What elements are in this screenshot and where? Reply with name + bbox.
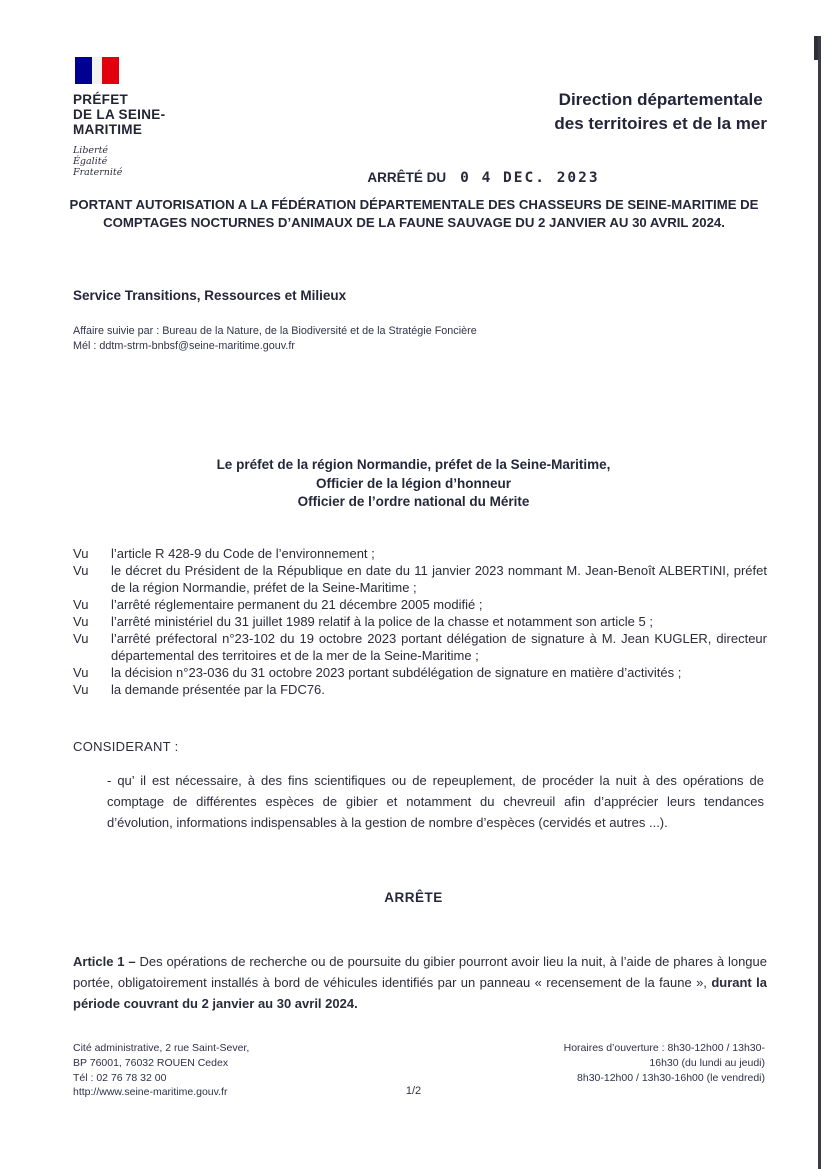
vu-label: Vu xyxy=(73,665,89,680)
date-stamp: 0 4 DEC. 2023 xyxy=(460,170,600,186)
prefet-name xyxy=(73,92,165,137)
vu-item xyxy=(73,664,767,681)
vu-list xyxy=(73,545,767,698)
french-flag-icon xyxy=(75,57,119,84)
footer-phone-line: Tél : 02 76 78 32 00 xyxy=(73,1071,167,1084)
vu-text: le décret du Président de la République en date du 11 janvier 2023 nommant M. Jean-Benoît ALBERTINI, préfet de la région Normandie, préfet de la Seine-Maritime ; xyxy=(111,563,767,595)
prefet-name-line: MARITIME xyxy=(73,122,143,137)
direction-header xyxy=(554,88,767,136)
vu-label: Vu xyxy=(73,614,89,629)
footer-hours-line: 8h30-12h00 / 13h30-16h00 (le vendredi) xyxy=(577,1072,765,1084)
flag-red-stripe xyxy=(102,57,119,84)
prefect-title-line: Officier de la légion d’honneur xyxy=(315,475,512,491)
article-1-label: Article 1 – xyxy=(73,954,136,969)
footer-hours-line: 16h30 (du lundi au jeudi) xyxy=(649,1057,765,1069)
arrete-heading: ARRÊTE xyxy=(384,890,443,905)
direction-line: Direction départementale xyxy=(558,90,763,109)
email-line: Mél : ddtm-strm-bnbsf@seine-maritime.gouv.fr xyxy=(73,340,295,352)
prefect-titles-block xyxy=(0,456,827,512)
vu-text: l’article R 428-9 du Code de l’environnement ; xyxy=(111,546,375,561)
vu-item xyxy=(73,613,767,630)
vu-label: Vu xyxy=(73,682,89,697)
vu-text: l’arrêté réglementaire permanent du 21 décembre 2005 modifié ; xyxy=(111,597,483,612)
arrete-du-label: ARRÊTÉ DU xyxy=(367,170,447,185)
vu-item xyxy=(73,545,767,562)
prefect-title-line: Officier de l’ordre national du Mérite xyxy=(297,494,530,509)
motto-line: Fraternité xyxy=(73,167,123,178)
vu-item xyxy=(73,630,767,664)
flag-blue-stripe xyxy=(75,57,92,84)
direction-line: des territoires et de la mer xyxy=(554,114,767,133)
article-1-paragraph xyxy=(73,951,767,1014)
arrete-title-line xyxy=(0,170,827,186)
vu-text: la demande présentée par la FDC76. xyxy=(111,682,325,697)
vu-label: Vu xyxy=(73,546,89,561)
vu-text: la décision n°23-036 du 31 octobre 2023 portant subdélégation de signature en matière d’activités ; xyxy=(111,665,682,680)
article-1-period-bold: durant la période couvrant du 2 janvier au 30 avril 2024. xyxy=(73,975,767,1011)
arrete-title-inner xyxy=(367,170,599,186)
vu-label: Vu xyxy=(73,631,89,646)
vu-item xyxy=(73,562,767,596)
considerant-heading: CONSIDERANT : xyxy=(73,739,179,754)
footer-hours-line: Horaires d’ouverture : 8h30-12h00 / 13h30- xyxy=(563,1042,765,1054)
vu-item xyxy=(73,681,767,698)
footer-address-line: BP 76001, 76032 ROUEN Cedex xyxy=(73,1056,229,1069)
flag-white-stripe xyxy=(92,57,102,84)
motto-line: Égalité xyxy=(73,156,108,167)
prefect-title-line: Le préfet de la région Normandie, préfet de la Seine-Maritime, xyxy=(216,457,611,472)
vu-label: Vu xyxy=(73,563,89,578)
prefet-name-line: PRÉFET xyxy=(73,92,129,107)
footer-hours-block xyxy=(525,1041,765,1086)
footer-website-line: http://www.seine-maritime.gouv.fr xyxy=(73,1086,228,1099)
vu-item xyxy=(73,596,767,613)
vu-text: l’arrêté ministériel du 31 juillet 1989 relatif à la police de la chasse et notamment son article 5 ; xyxy=(111,614,653,629)
article-1-text: Des opérations de recherche ou de poursuite du gibier pourront avoir lieu la nuit, à l’aide de phares à longue portée, obligatoirement installés à bord de véhicules identifiés par un panneau « recensement de la faune », xyxy=(73,954,767,990)
motto-line: Liberté xyxy=(73,145,109,156)
page-number: 1/2 xyxy=(405,1085,422,1097)
scan-artifact-line xyxy=(818,36,821,1169)
arrete-subject: PORTANT AUTORISATION A LA FÉDÉRATION DÉPARTEMENTALE DES CHASSEURS DE SEINE-MARITIME DE COMPTAGES NOCTURNES D’ANIMAUX DE LA FAUNE SAUVAGE DU 2 JANVIER AU 30 AVRIL 2024. xyxy=(69,197,759,230)
footer-address-line: Cité administrative, 2 rue Saint-Sever, xyxy=(73,1042,250,1054)
vu-text: l’arrêté préfectoral n°23-102 du 19 octobre 2023 portant délégation de signature à M. Jean KUGLER, directeur départemental des territoires et de la mer de la Seine-Maritime ; xyxy=(111,631,767,663)
prefet-name-line: DE LA SEINE- xyxy=(73,107,166,122)
considerant-paragraph: - qu’ il est nécessaire, à des fins scientifiques ou de repeuplement, de procéder la nuit à des opérations de comptage de différentes espèces de gibier et notamment du chevreuil afin d’apprécier leurs tendances d’évolution, informations indispensables à la gestion de nombre d’espèces (cervidés et autres ...). xyxy=(107,773,764,830)
affaire-suivie-line: Affaire suivie par : Bureau de la Nature, de la Biodiversité et de la Stratégie Foncière xyxy=(73,325,477,337)
prefecture-logo-block xyxy=(73,57,165,178)
service-name: Service Transitions, Ressources et Milieux xyxy=(73,288,347,303)
vu-label: Vu xyxy=(73,597,89,612)
